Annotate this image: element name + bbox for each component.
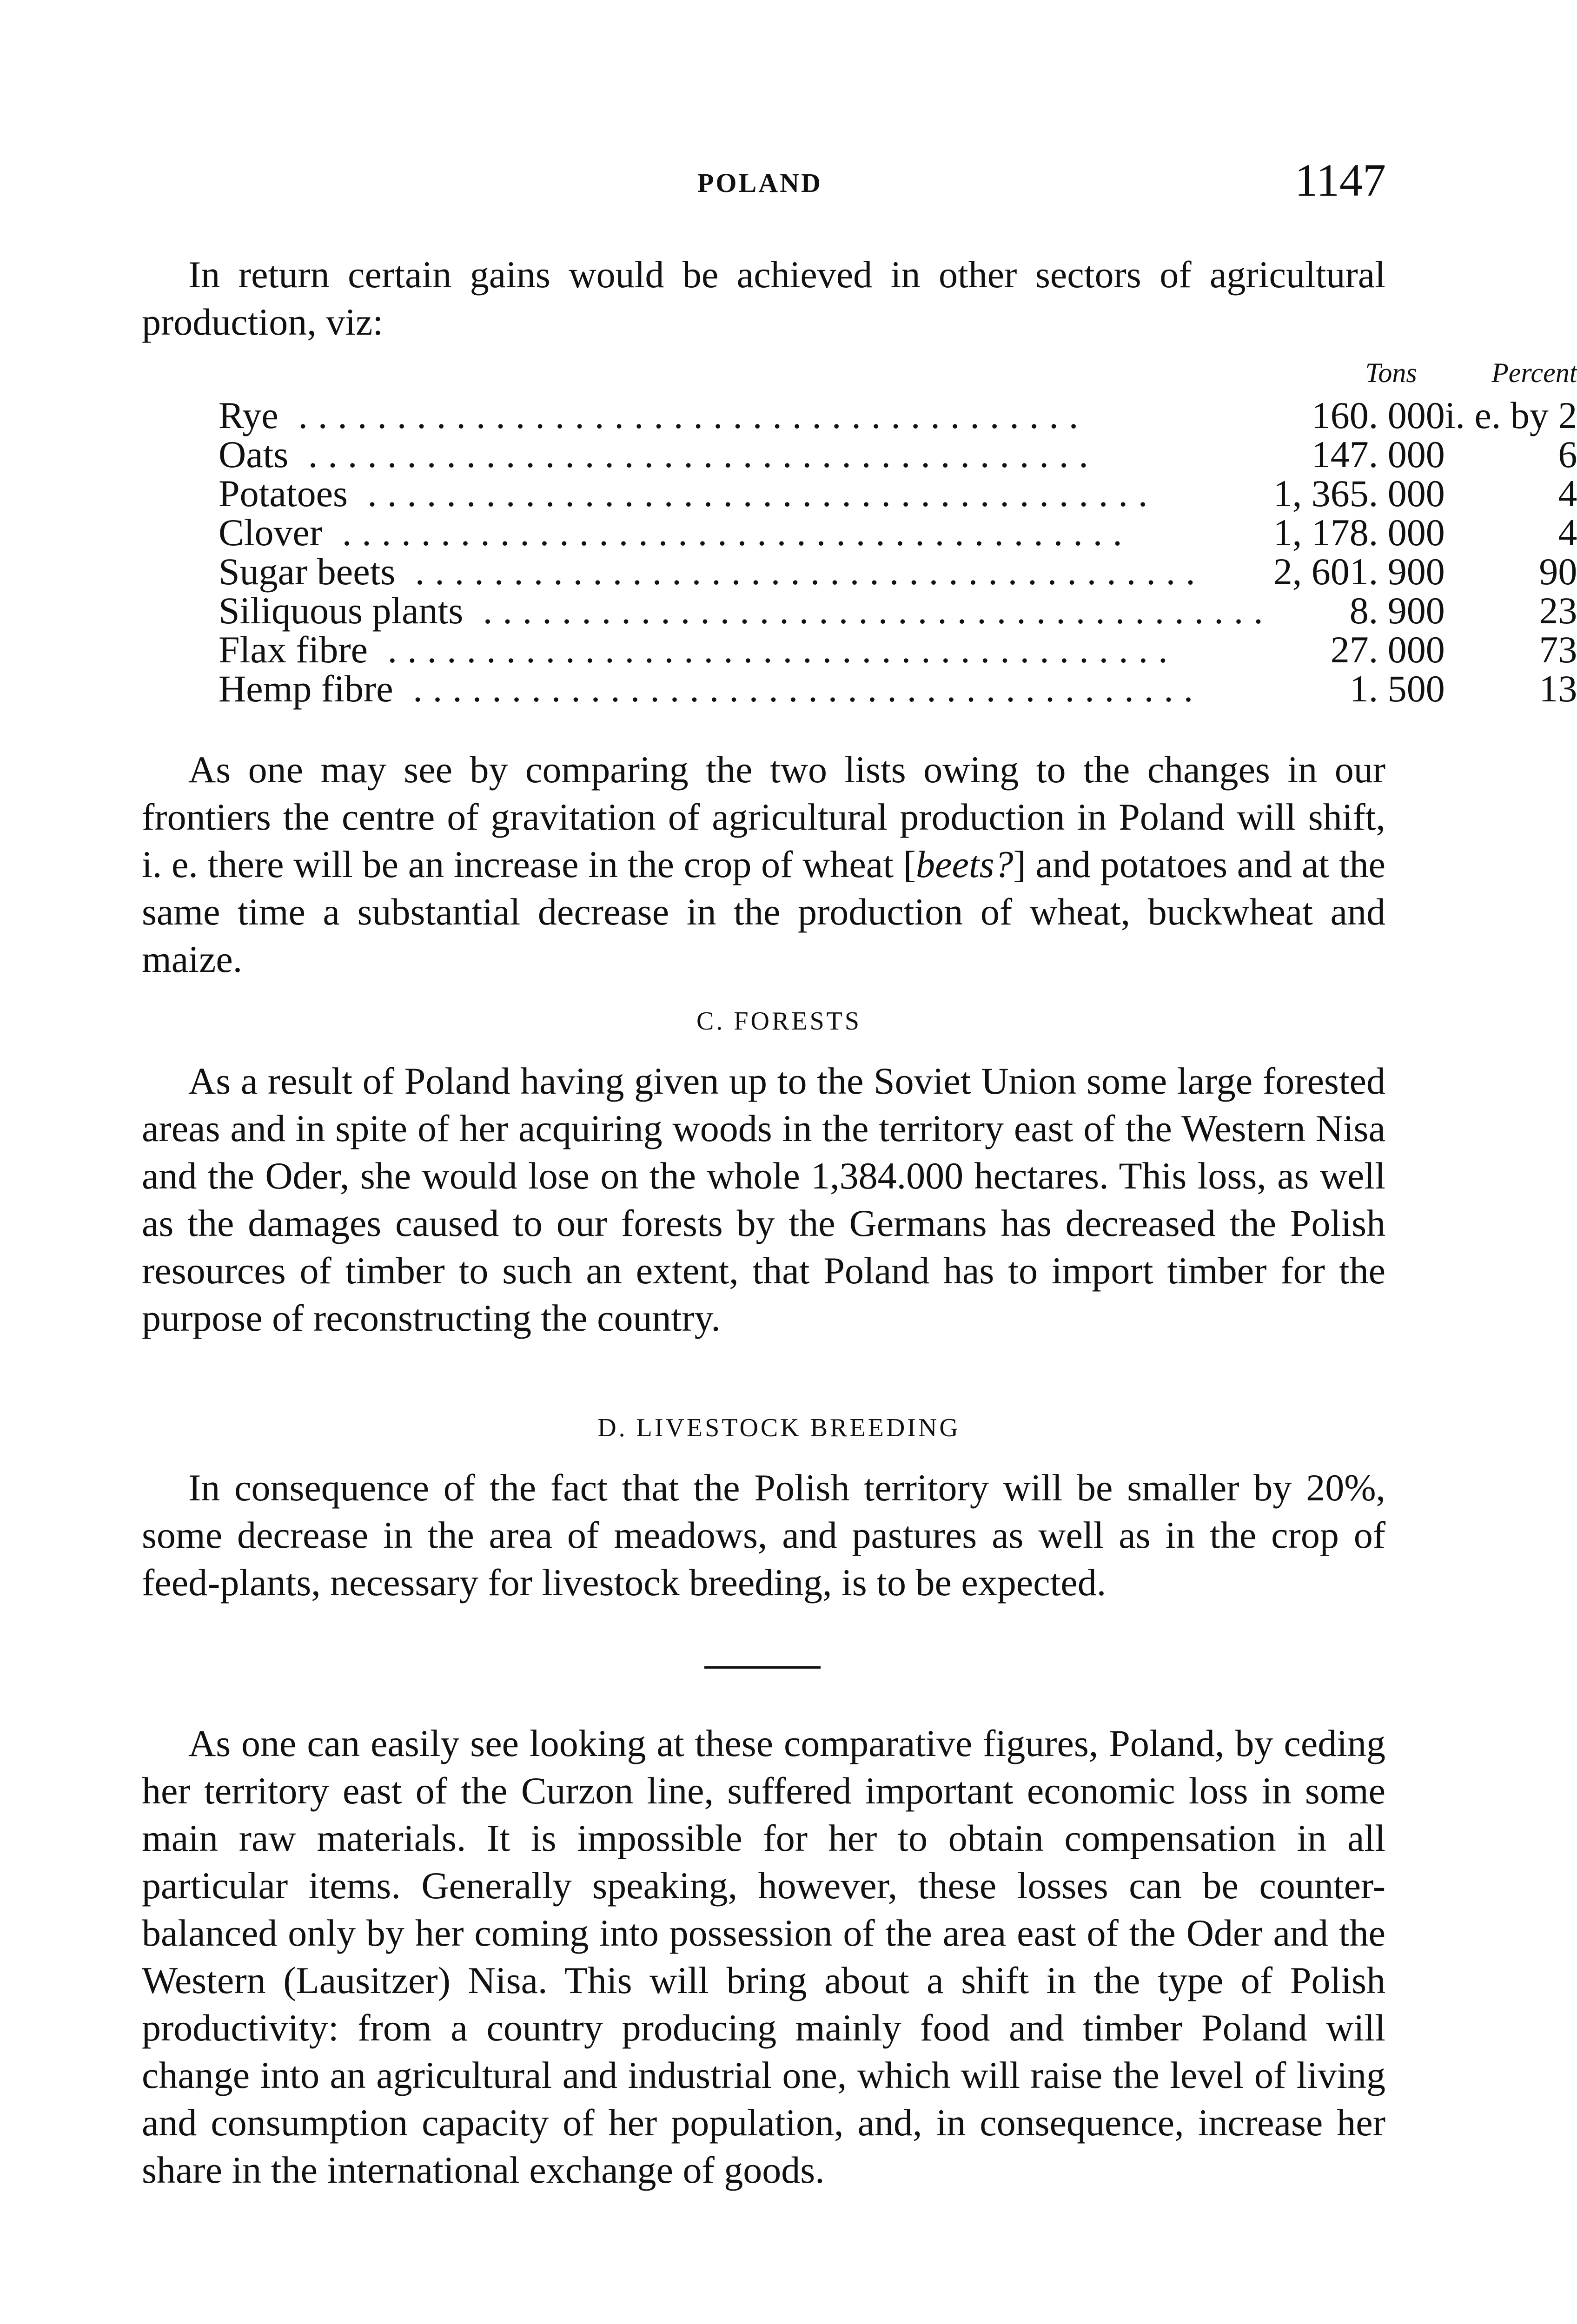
livestock-heading: D. LIVESTOCK BREEDING xyxy=(597,1413,961,1442)
crop-name-cell xyxy=(219,396,1273,435)
tons-cell: 8. 900 xyxy=(1349,589,1445,632)
intro-paragraph: In return certain gains would be achieved in other sectors of agricultural production, viz: xyxy=(142,253,1385,343)
comparison-italic-note: beets? xyxy=(916,843,1014,885)
page-number: 1147 xyxy=(1294,154,1386,206)
tons-cell: 1, 178. 000 xyxy=(1273,511,1445,554)
crop-name: Sugar beets xyxy=(219,550,396,593)
tons-cell: 1, 365. 000 xyxy=(1273,472,1445,515)
percent-column-header: Percent xyxy=(1491,357,1577,388)
dot-leader: ........................................ xyxy=(463,589,1273,632)
livestock-paragraph: In consequence of the fact that the Polish territory will be smaller by 20%, some decrease in the area of meadows, and pastures as well as in the crop of feed-plants, necessary for livestock breeding, is to be expected. xyxy=(142,1466,1385,1604)
table-row xyxy=(219,435,1577,474)
crop-name-cell xyxy=(219,513,1273,552)
percent-cell: 4 xyxy=(1558,511,1577,554)
comparison-text-start: As one may see by comparing the two lists owing to the changes in our frontiers the centre of gravitation of agricultural production in Poland will shift, i. e. there will be an increase in the crop of wheat [ xyxy=(142,748,1385,885)
crop-name-cell xyxy=(219,435,1273,474)
crop-name: Rye xyxy=(219,394,278,436)
percent-cell: 6 xyxy=(1558,433,1577,475)
dot-leader: ........................................ xyxy=(395,550,1206,593)
crop-name-cell xyxy=(219,474,1273,513)
percent-cell: 13 xyxy=(1539,667,1577,710)
crops-table-body xyxy=(219,396,1577,708)
percent-cell: 73 xyxy=(1539,628,1577,671)
dot-leader: ........................................ xyxy=(347,472,1158,515)
percent-cell: 90 xyxy=(1539,550,1577,593)
tons-cell: 2, 601. 900 xyxy=(1273,550,1445,593)
tons-cell: 1. 500 xyxy=(1349,667,1445,710)
tons-cell: 160. 000 xyxy=(1311,394,1445,436)
dot-leader: ........................................ xyxy=(322,511,1133,554)
percent-cell: 23 xyxy=(1539,589,1577,632)
tons-cell: 27. 000 xyxy=(1330,628,1445,671)
forests-heading: C. FORESTS xyxy=(696,1007,861,1036)
crop-name-cell xyxy=(219,669,1273,708)
table-row xyxy=(219,552,1577,591)
dot-leader: ........................................ xyxy=(288,433,1099,475)
tons-column-header: Tons xyxy=(1365,357,1417,388)
tons-cell: 147. 000 xyxy=(1311,433,1445,475)
crop-name: Potatoes xyxy=(219,472,348,515)
crop-name: Hemp fibre xyxy=(219,667,393,710)
crop-name: Flax fibre xyxy=(219,628,368,671)
crop-header xyxy=(219,353,1273,396)
dot-leader: ........................................ xyxy=(278,394,1089,436)
table-row xyxy=(219,630,1577,669)
crop-name: Siliquous plants xyxy=(219,589,464,632)
running-head: POLAND xyxy=(697,168,822,198)
table-header-row xyxy=(219,353,1577,396)
forests-paragraph: As a result of Poland having given up to the Soviet Union some large forested areas and in spite of her acquiring woods in the territory east of the Western Nisa and the Oder, she would lose on the whole 1,384.000 hectares. This loss, as well as the damages caused to our forests by the Germans has decreased the Polish resources of timber to such an extent, that Poland has to import timber for the purpose of reconstructing the country. xyxy=(142,1060,1385,1339)
dot-leader: ........................................ xyxy=(368,628,1178,671)
table-row xyxy=(219,396,1577,435)
crop-name-cell xyxy=(219,552,1273,591)
percent-cell: i. e. by 2 xyxy=(1444,394,1577,436)
section-divider xyxy=(704,1666,821,1669)
table-row xyxy=(219,591,1577,630)
table-row xyxy=(219,513,1577,552)
dot-leader: ........................................ xyxy=(393,667,1204,710)
table-row xyxy=(219,474,1577,513)
crop-name-cell xyxy=(219,630,1273,669)
table-row xyxy=(219,669,1577,708)
comparison-text-end: ] and potatoes and at the same time a substantial decrease in the production of wheat, buckwheat and maize. xyxy=(142,843,1385,980)
comparison-paragraph xyxy=(142,746,1385,983)
crop-name: Clover xyxy=(219,511,323,554)
crop-name: Oats xyxy=(219,433,289,475)
percent-cell: 4 xyxy=(1558,472,1577,515)
crop-name-cell xyxy=(219,591,1273,630)
conclusion-paragraph: As one can easily see looking at these comparative figures, Poland, by ceding her territory east of the Curzon line, suffered important economic loss in some main raw materials. It is impossible for her to obtain compensation in all particular items. Generally speaking, however, these losses can be counter-balanced only by her coming into possession of the area east of the Oder and the Western (Lausitzer) Nisa. This will bring about a shift in the type of Polish productivity: from a country producing mainly food and timber Poland will change into an agricultural and industrial one, which will raise the level of living and consumption capacity of her population, and, in consequence, increase her share in the international exchange of goods. xyxy=(142,1722,1385,2191)
crops-table xyxy=(219,353,1577,708)
